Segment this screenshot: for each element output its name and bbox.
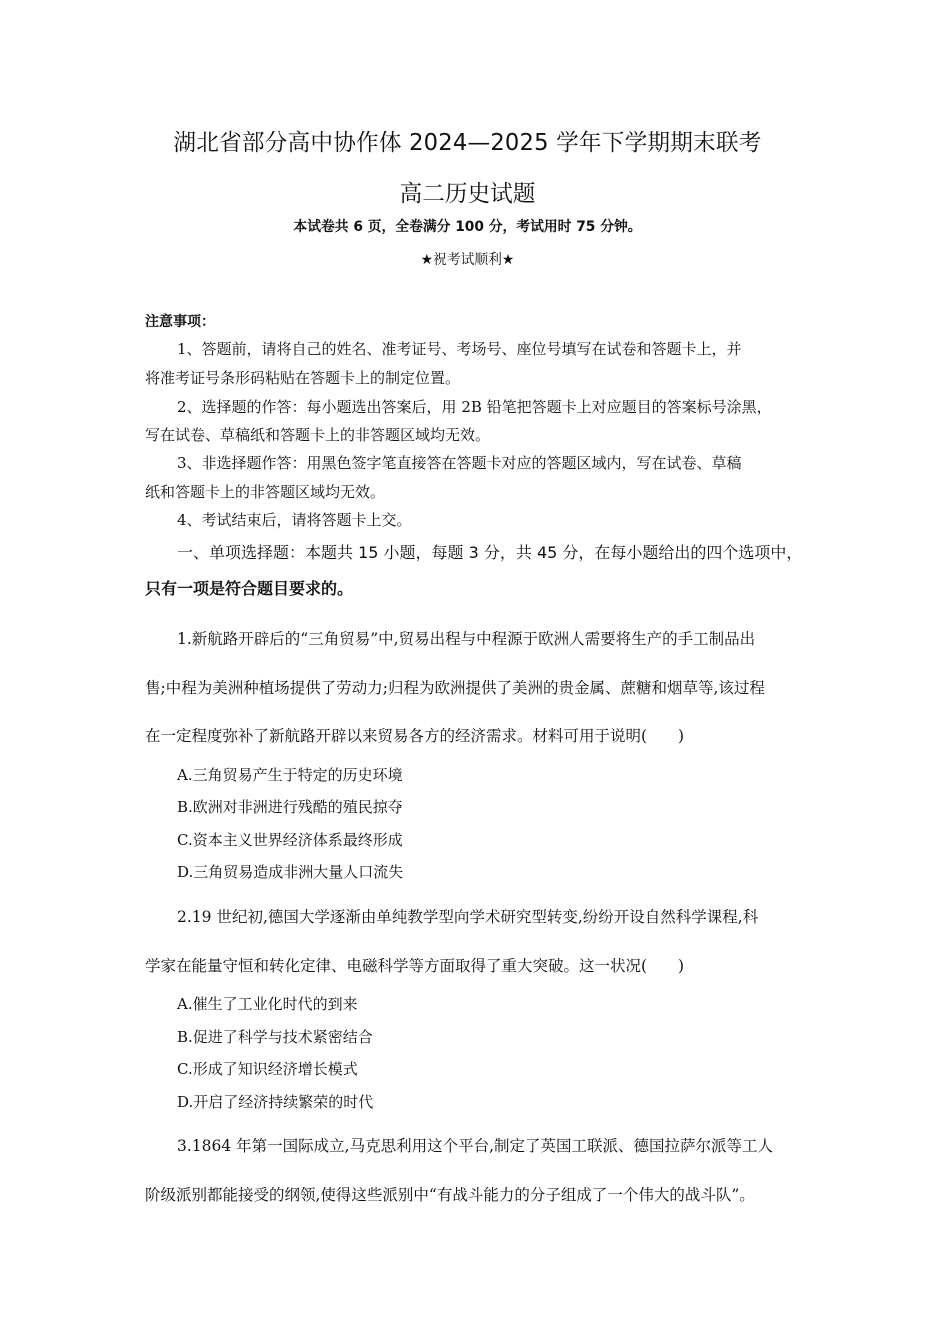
q2-option-a: A.催生了工业化时代的到来 xyxy=(177,995,358,1013)
q1-option-b: B.欧洲对非洲进行残酷的殖民掠夺 xyxy=(177,798,403,816)
q2-option-d: D.开启了经济持续繁荣的时代 xyxy=(177,1093,374,1111)
note-4: 4、考试结束后，请将答题卡上交。 xyxy=(177,511,412,529)
note-1-line-1: 1、答题前，请将自己的姓名、准考证号、考场号、座位号填写在试卷和答题卡上，并 xyxy=(177,340,742,358)
exam-title: 湖北省部分高中协作体 2024—2025 学年下学期期末联考 xyxy=(173,130,762,156)
note-3-line-2: 纸和答题卡上的非答题区域均无效。 xyxy=(145,483,386,501)
q1-line-1: 1.新航路开辟后的“三角贸易”中,贸易出程与中程源于欧洲人需要将生产的手工制品出 xyxy=(177,630,756,648)
exam-subject: 高二历史试题 xyxy=(399,181,536,207)
section-prefix: 一、单项选择题： xyxy=(177,543,306,562)
q1-line-3: 在一定程度弥补了新航路开辟以来贸易各方的经济需求。材料可用于说明( ) xyxy=(145,727,685,745)
q1-option-d: D.三角贸易造成非洲大量人口流失 xyxy=(177,863,404,881)
q1-line-2: 售;中程为美洲种植场提供了劳动力;归程为欧洲提供了美洲的贵金属、蔗糖和烟草等,该过程 xyxy=(145,679,765,697)
q3-line-2: 阶级派别都能接受的纲领,使得这些派别中“有战斗能力的分子组成了一个伟大的战斗队”。 xyxy=(145,1186,755,1204)
section-rule-line-2: 只有一项是符合题目要求的。 xyxy=(145,579,354,598)
q2-option-c: C.形成了知识经济增长模式 xyxy=(177,1060,358,1078)
note-2-line-2: 写在试卷、草稿纸和答题卡上的非答题区域均无效。 xyxy=(145,426,491,444)
q1-option-c: C.资本主义世界经济体系最终形成 xyxy=(177,831,403,849)
q2-line-1: 2.19 世纪初,德国大学逐渐由单纯教学型向学术研究型转变,纷纷开设自然科学课程,科 xyxy=(177,908,759,926)
note-2-line-1: 2、选择题的作答：每小题选出答案后，用 2B 铅笔把答题卡上对应题目的答案标号涂黑， xyxy=(177,398,772,416)
q2-option-b: B.促进了科学与技术紧密结合 xyxy=(177,1028,373,1046)
q3-line-1: 3.1864 年第一国际成立,马克思利用这个平台,制定了英国工联派、德国拉萨尔派等工人 xyxy=(177,1137,774,1155)
exam-wish: ★祝考试顺利★ xyxy=(420,252,515,268)
exam-info: 本试卷共 6 页，全卷满分 100 分，考试用时 75 分钟。 xyxy=(293,219,642,235)
note-1-line-2: 将准考证号条形码粘贴在答题卡上的制定位置。 xyxy=(145,369,461,387)
note-3-line-1: 3、非选择题作答：用黑色签字笔直接答在答题卡对应的答题区域内，写在试卷、草稿 xyxy=(177,454,742,472)
q2-line-2: 学家在能量守恒和转化定律、电磁科学等方面取得了重大突破。这一状况( ) xyxy=(145,957,685,975)
section-heading xyxy=(177,540,802,563)
notes-heading: 注意事项： xyxy=(145,314,215,330)
section-rule-line-1: 本题共 15 小题，每题 3 分，共 45 分，在每小题给出的四个选项中， xyxy=(305,543,803,562)
q1-option-a: A.三角贸易产生于特定的历史环境 xyxy=(177,766,403,784)
